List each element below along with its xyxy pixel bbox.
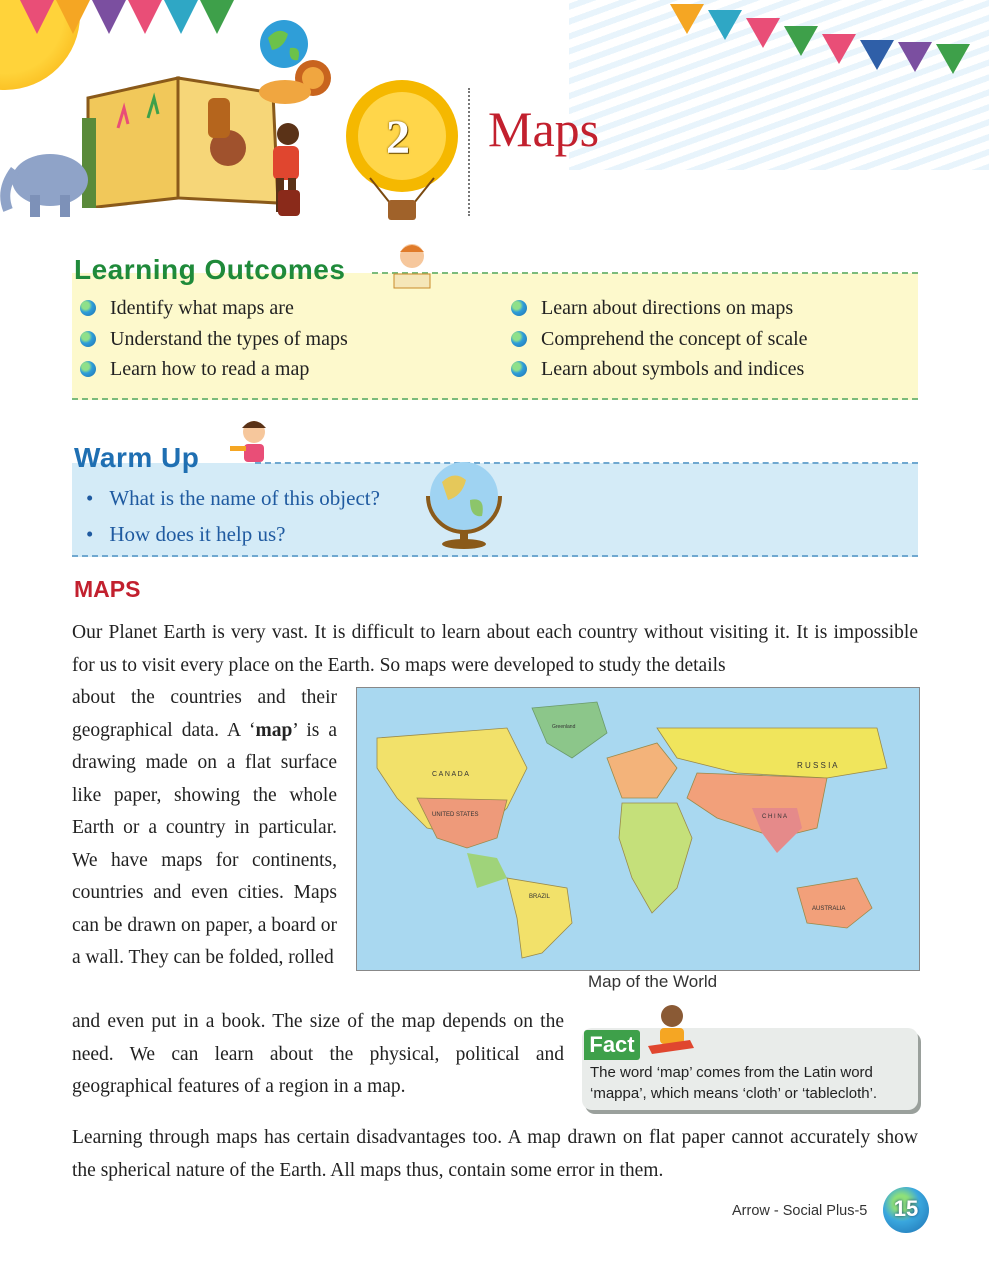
- boy-on-rocket-icon: [646, 1002, 698, 1058]
- learning-outcomes-right-list: [511, 293, 808, 385]
- map-label-brazil: BRAZIL: [529, 894, 551, 900]
- list-item: Learn how to read a map: [80, 354, 348, 385]
- learning-outcomes-title: Learning Outcomes: [74, 254, 346, 285]
- chapter-title: Maps: [488, 101, 600, 157]
- bunting-right: [670, 0, 989, 70]
- world-map-image: [357, 688, 919, 970]
- warm-up-questions: [86, 480, 380, 552]
- fact-badge: Fact: [584, 1030, 640, 1060]
- desk-globe-icon: [420, 456, 510, 552]
- book-title-footer: Arrow - Social Plus-5: [732, 1203, 868, 1219]
- continued-paragraph: and even put in a book. The size of the map depends on the need. We can learn about the physical, political and geographical features of a region in a map.: [72, 1011, 564, 1097]
- map-label-china: C H I N A: [762, 814, 788, 820]
- title-divider: [468, 88, 470, 216]
- elephant-illustration: [0, 140, 90, 220]
- map-caption: Map of the World: [588, 972, 718, 991]
- fact-text: The word ‘map’ comes from the Latin word ‘mappa’, which means ‘cloth’ or ‘tablecloth’.: [590, 1064, 878, 1102]
- intro-paragraph: Our Planet Earth is very vast. It is difficult to learn about each country without visiting it. It is impossible for us to visit every place on the Earth. So maps were developed to study the details: [72, 622, 918, 676]
- page-number: 15: [893, 1196, 919, 1221]
- map-label-australia: AUSTRALIA: [812, 906, 846, 912]
- globe-bullet-icon: [80, 361, 96, 377]
- list-item: Learn about directions on maps: [511, 293, 808, 324]
- globe-bullet-icon: [511, 300, 527, 316]
- drummer-illustration: [218, 120, 308, 220]
- reading-girl-icon: [384, 240, 440, 296]
- globe-bullet-icon: [511, 361, 527, 377]
- boy-with-pencil-icon: [228, 418, 274, 468]
- warm-up-title: Warm Up: [74, 442, 200, 473]
- map-label-greenland: Greenland: [552, 724, 576, 730]
- closing-paragraph: Learning through maps has certain disadvantages too. A map drawn on flat paper cannot accurately show the spherical nature of the Earth. All maps thus, contain some error in them.: [72, 1127, 918, 1181]
- list-item: • What is the name of this object?: [86, 480, 380, 516]
- globe-bullet-icon: [80, 331, 96, 347]
- learning-outcomes-rule: [372, 272, 918, 274]
- map-label-usa: UNITED STATES: [432, 812, 479, 818]
- globe-bullet-icon: [511, 331, 527, 347]
- list-item: Comprehend the concept of scale: [511, 324, 808, 355]
- map-label-canada: C A N A D A: [432, 771, 469, 778]
- section-heading: MAPS: [74, 576, 141, 602]
- wrapped-paragraph: about the countries and their geographical data. A ‘map’ is a drawing made on a flat surface like paper, showing the whole Earth or a country in particular. We have maps for continents, countries and even cities. Maps can be drawn on paper, a board or a wall. They can be folded, rolled: [72, 687, 337, 968]
- list-item: Learn about symbols and indices: [511, 354, 808, 385]
- list-item: Understand the types of maps: [80, 324, 348, 355]
- lion-illustration: [255, 56, 335, 116]
- list-item: • How does it help us?: [86, 516, 380, 552]
- list-item: Identify what maps are: [80, 293, 348, 324]
- map-term: map: [255, 719, 293, 741]
- world-map-figure: [356, 687, 920, 971]
- learning-outcomes-left-list: [80, 293, 348, 385]
- chapter-number: 2: [386, 111, 410, 164]
- globe-bullet-icon: [80, 300, 96, 316]
- warm-up-rule: [255, 462, 918, 464]
- map-label-russia: R U S S I A: [797, 761, 838, 770]
